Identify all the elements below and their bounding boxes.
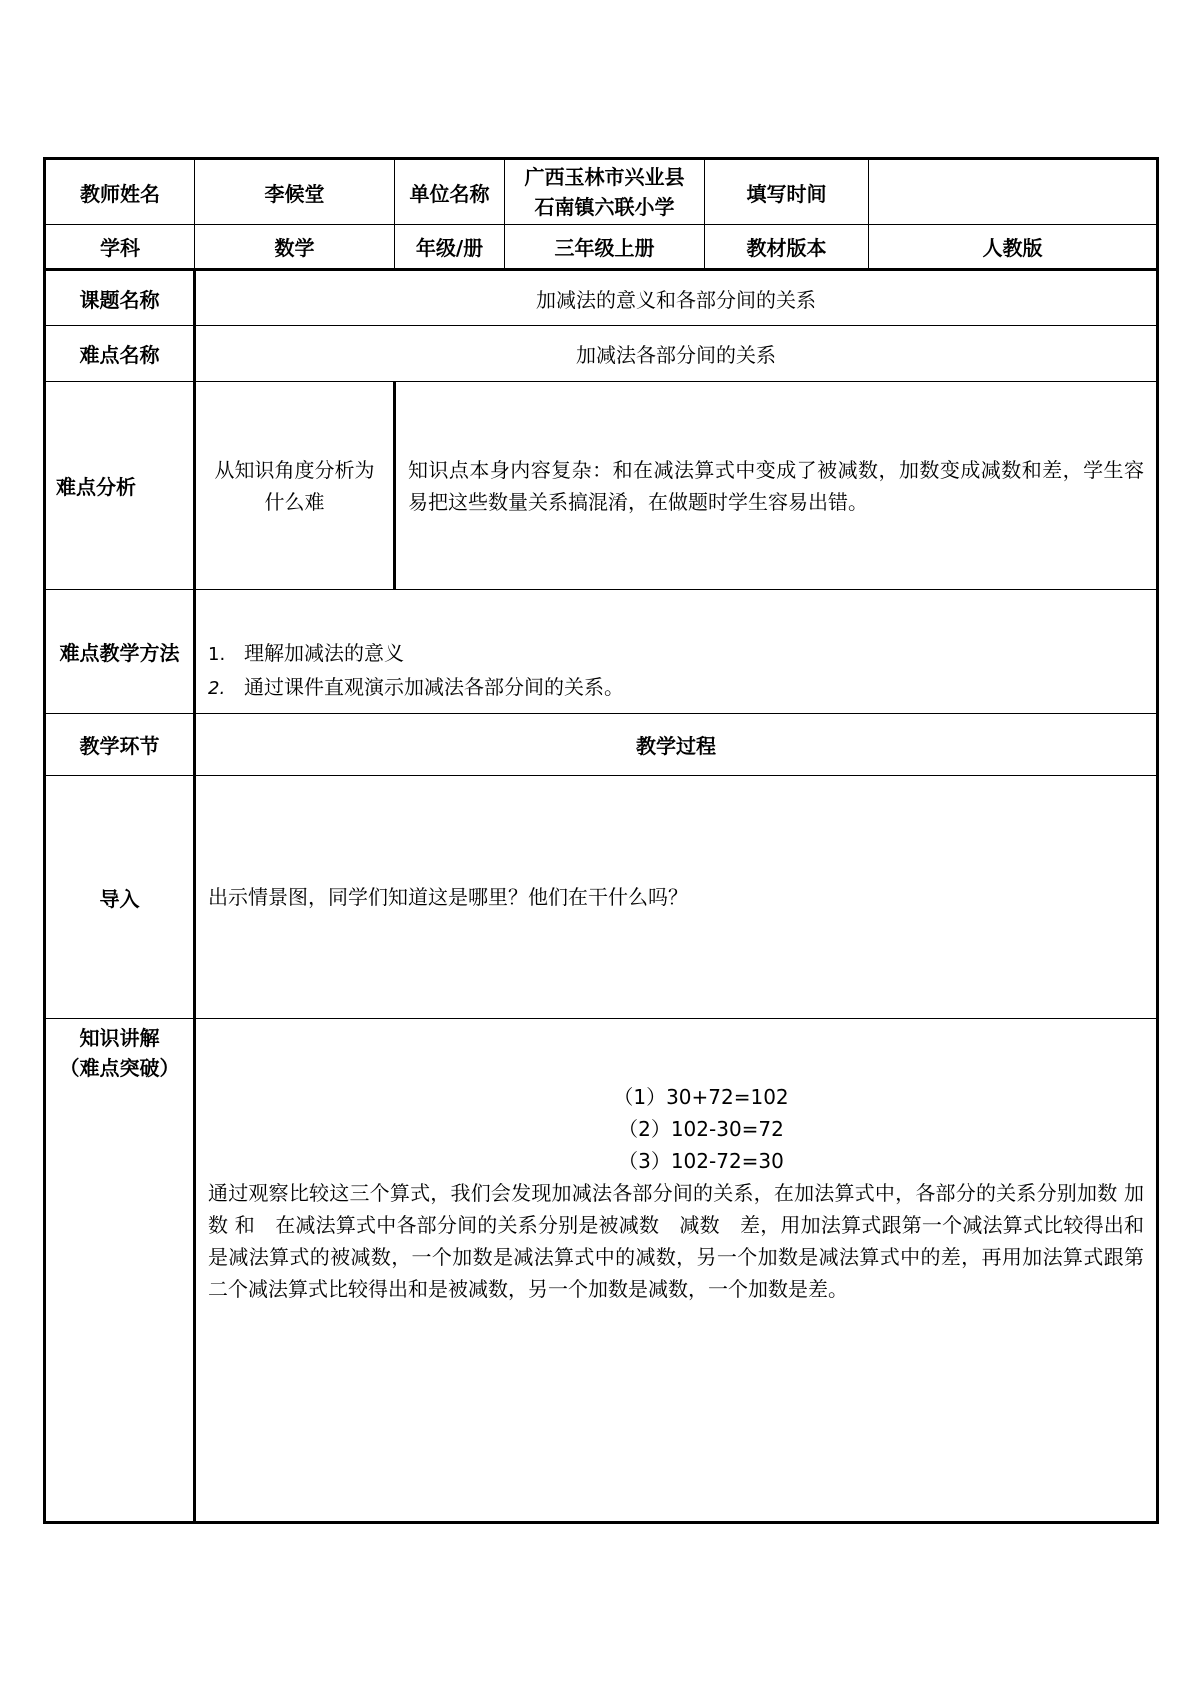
knowledge-text: 通过观察比较这三个算式，我们会发现加减法各部分间的关系，在加法算式中，各部分的关系分别加数 加数 和 在减法算式中各部分间的关系分别是被减数 减数 差，用加法算式跟第一个减法算式比较得出和是减法算式的被减数，一个加数是减法算式中的减数，另一个加数是减法算式中的差，再用加法算式跟第二个减法算式比较得出和是被减数，另一个加数是减数，一个加数是差。 [208,1181,1144,1301]
knowledge-label [45,1019,195,1523]
method-list [196,631,1156,713]
method-list-cell [195,590,1158,714]
analysis-text-cell [395,382,1158,590]
difficulty-label: 难点名称 [45,326,195,382]
intro-text-cell [195,776,1158,1019]
knowledge-row [45,1019,1158,1523]
edition-value: 人教版 [869,225,1158,270]
fill-time-label: 填写时间 [705,159,869,225]
analysis-text: 知识点本身内容复杂：和在减法算式中变成了被减数，加数变成减数和差，学生容易把这些数量关系搞混淆，在做题时学生容易出错。 [408,457,1144,514]
method-item-text: 理解加减法的意义 [244,641,404,665]
lesson-plan-table [43,157,1159,1524]
formula-line: （1）30+72=102 [613,1085,789,1109]
grade-value: 三年级上册 [505,225,705,270]
method-item-number: 1. [208,644,226,665]
unit-name-value [505,159,705,225]
knowledge-label-line1: 知识讲解 [79,1026,160,1050]
edition-label: 教材版本 [705,225,869,270]
subject-info-row [45,225,1158,270]
analysis-label: 难点分析 [45,382,195,590]
topic-value: 加减法的意义和各部分间的关系 [195,270,1158,326]
difficulty-row [45,326,1158,382]
method-item [208,671,1144,705]
teacher-info-row [45,159,1158,225]
method-label: 难点教学方法 [45,590,195,714]
intro-text: 出示情景图，同学们知道这是哪里？他们在干什么吗？ [208,885,688,909]
teacher-name-value: 李候堂 [195,159,395,225]
difficulty-value: 加减法各部分间的关系 [195,326,1158,382]
fill-time-value [869,159,1158,225]
teacher-name-label: 教师姓名 [45,159,195,225]
knowledge-label-line2: （难点突破） [59,1056,180,1080]
formula-list [208,1081,1144,1177]
intro-label: 导入 [45,776,195,1019]
method-row [45,590,1158,714]
topic-label: 课题名称 [45,270,195,326]
knowledge-content [196,1019,1156,1311]
analysis-sub-label: 从知识角度分析为什么难 [195,382,395,590]
method-item-number: 2. [208,678,226,699]
method-item-text: 通过课件直观演示加减法各部分间的关系。 [244,675,624,699]
intro-row [45,776,1158,1019]
unit-name-label: 单位名称 [395,159,505,225]
stage-header-label: 教学环节 [45,714,195,776]
topic-row [45,270,1158,326]
unit-name-line1: 广西玉林市兴业县 [524,165,685,189]
grade-label: 年级/册 [395,225,505,270]
subject-value: 数学 [195,225,395,270]
process-header-label: 教学过程 [195,714,1158,776]
formula-line: （3）102-72=30 [618,1149,784,1173]
method-item [208,637,1144,671]
unit-name-line2: 石南镇六联小学 [534,195,675,219]
analysis-row [45,382,1158,590]
formula-line: （2）102-30=72 [618,1117,784,1141]
subject-label: 学科 [45,225,195,270]
process-header-row [45,714,1158,776]
knowledge-content-cell [195,1019,1158,1523]
